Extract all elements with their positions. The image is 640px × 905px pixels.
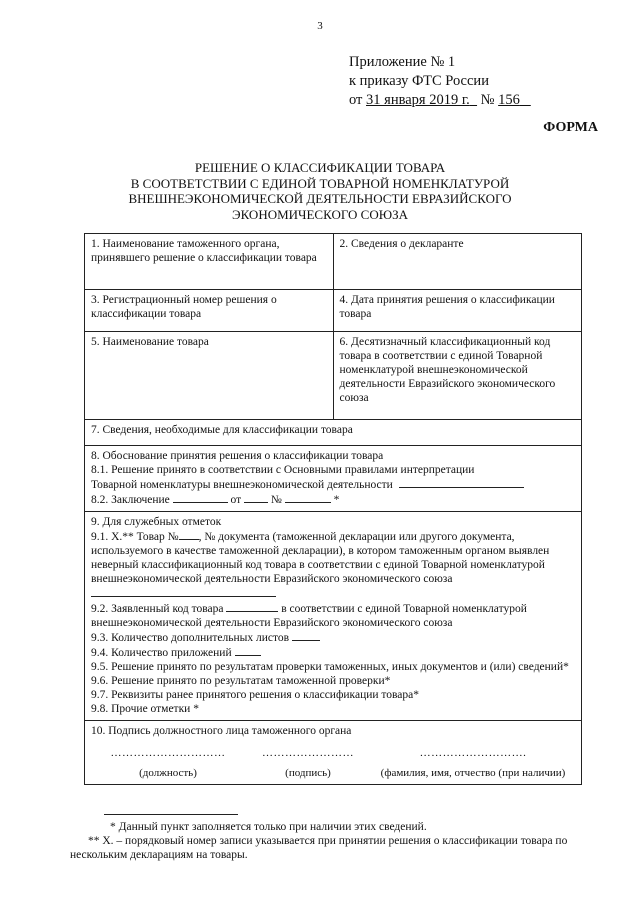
field-8-1-continuation: Товарной номенклатуры внешнеэкономической деятельности: [91, 477, 575, 492]
field-4-decision-date: 4. Дата принятия решения о классификации товара: [333, 290, 582, 332]
field-8-justification: [85, 446, 582, 512]
field-2-declarant: 2. Сведения о декларанте: [333, 234, 582, 290]
field-9-4: 9.4. Количество приложений: [91, 645, 575, 660]
title-line-2: В СООТВЕТСТВИИ С ЕДИНОЙ ТОВАРНОЙ НОМЕНКЛАТУРОЙ: [130, 175, 510, 191]
declared-code-blank: [226, 601, 278, 612]
appendix-line-2: к приказу ФТС России: [349, 73, 489, 89]
field-8-1-line: 8.1. Решение принято в соответствии с Основными правилами интерпретации: [91, 464, 475, 476]
field-5-goods-name: 5. Наименование товара: [85, 332, 334, 420]
conclusion-blank: [173, 492, 228, 503]
footnotes: [70, 820, 590, 862]
field-9-service-marks: [85, 512, 582, 721]
signature-sign: …………………… (подпись): [262, 747, 354, 779]
signature-full-name: ………………………. (фамилия, имя, отчество (при наличии): [380, 747, 566, 779]
footnote-divider: [104, 814, 238, 815]
form-table: [84, 233, 582, 785]
document-title: [90, 160, 550, 222]
title-line-3: ВНЕШНЕЭКОНОМИЧЕСКОЙ ДЕЯТЕЛЬНОСТИ ЕВРАЗИЙСКОГО: [128, 191, 512, 206]
field-10-title: 10. Подпись должностного лица таможенного органа: [91, 725, 352, 737]
field-9-7: 9.7. Реквизиты ранее принятого решения о классификации товара*: [91, 689, 420, 701]
goods-number-blank: [179, 529, 199, 540]
field-9-3: 9.3. Количество дополнительных листов: [91, 630, 575, 645]
field-9-8: 9.8. Прочие отметки *: [91, 703, 199, 715]
field-10-signature: [85, 721, 582, 785]
title-line-4: ЭКОНОМИЧЕСКОГО СОЮЗА: [232, 206, 408, 222]
title-line-1: РЕШЕНИЕ О КЛАССИФИКАЦИИ ТОВАРА: [194, 160, 446, 175]
appendix-date: 31 января 2019 г.: [366, 92, 470, 108]
field-6-classification-code: 6. Десятизначный классификационный код товара в соответствии с единой Товарной номенклатурой внешнеэкономической деятельности Евразийского экономического союза: [333, 332, 582, 420]
footnote-1: * Данный пункт заполняется только при наличии этих сведений.: [110, 821, 427, 833]
form-label: ФОРМА: [543, 120, 598, 135]
field-8-2-conclusion: 8.2. Заключение от № *: [91, 494, 340, 506]
appendix-line-1: Приложение № 1: [349, 54, 456, 70]
signature-row: [91, 746, 575, 780]
conclusion-date-blank: [244, 492, 268, 503]
field-1-customs-authority: 1. Наименование таможенного органа, принявшего решение о классификации товара: [85, 234, 334, 290]
field-9-1: 9.1. X.** Товар № , № документа (таможенной декларации или другого документа, используемого в качестве таможенной декларации), в котором таможенным органом выявлен неверный классификационный код товара в соответствии с единой Товарной номенклатурой внешнеэкономической деятельности Евразийского экономического союза: [91, 529, 575, 601]
signature-position: ………………………… (должность): [110, 747, 226, 779]
rules-blank: [399, 477, 524, 488]
page-number: 3: [317, 20, 323, 32]
field-9-2: 9.2. Заявленный код товара в соответствии с единой Товарной номенклатурой внешнеэкономической деятельности Евразийского экономического союза: [91, 603, 527, 629]
attachments-count-blank: [235, 645, 261, 656]
eaeu-code-blank: [91, 586, 276, 597]
sheets-count-blank: [292, 630, 320, 641]
conclusion-number-blank: [285, 492, 331, 503]
appendix-header: [349, 53, 531, 110]
footnote-2: ** X. – порядковый номер записи указывается при принятии решения о классификации товара по нескольким декларациям на товары.: [70, 835, 568, 861]
field-9-title: 9. Для служебных отметок: [91, 516, 222, 528]
field-3-registration-number: 3. Регистрационный номер решения о классификации товара: [85, 290, 334, 332]
appendix-order-date: [349, 91, 531, 110]
appendix-no-label: №: [480, 92, 495, 108]
appendix-prefix: от: [349, 92, 363, 108]
field-9-6: 9.6. Решение принято по результатам таможенной проверки*: [91, 675, 391, 687]
field-8-title: 8. Обоснование принятия решения о классификации товара: [91, 450, 384, 462]
field-7-classification-info: 7. Сведения, необходимые для классификации товара: [85, 420, 582, 446]
field-9-5: 9.5. Решение принято по результатам проверки таможенных, иных документов и (или) сведений*: [91, 661, 569, 673]
appendix-number: 156: [498, 92, 520, 108]
